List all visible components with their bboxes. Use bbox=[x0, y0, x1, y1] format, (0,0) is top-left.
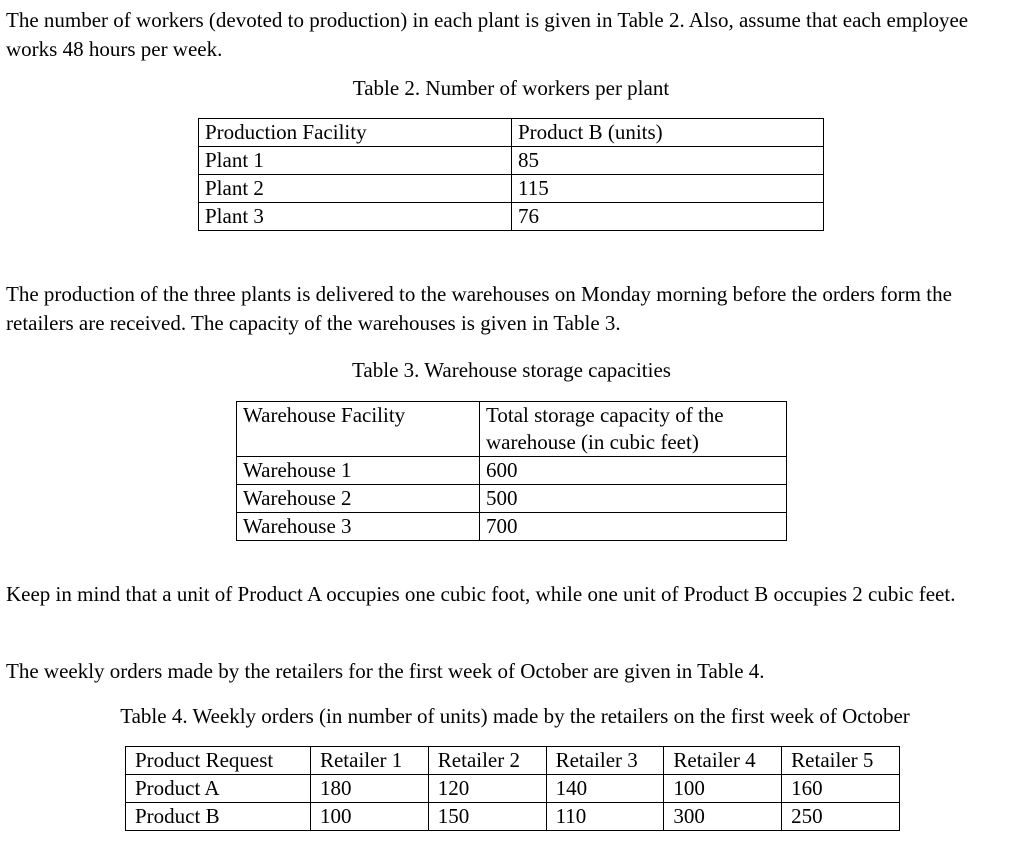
table-cell: 180 bbox=[310, 775, 428, 803]
table-cell: Warehouse 3 bbox=[237, 513, 480, 541]
header-cell: Retailer 1 bbox=[310, 747, 428, 775]
paragraph-product-volume: Keep in mind that a unit of Product A occupies one cubic foot, while one unit of Product B occupies 2 cubic feet. bbox=[6, 582, 956, 606]
table-cell: Warehouse 2 bbox=[237, 485, 480, 513]
table4-caption: Table 4. Weekly orders (in number of units) made by the retailers on the first week of October bbox=[120, 704, 910, 728]
table-cell: 100 bbox=[664, 775, 782, 803]
paragraph-weekly-orders: The weekly orders made by the retailers for the first week of October are given in Table 4. bbox=[6, 659, 765, 683]
header-cell: Warehouse Facility bbox=[237, 402, 480, 457]
table-cell: Warehouse 1 bbox=[237, 457, 480, 485]
table-row bbox=[199, 175, 824, 203]
table-cell: 140 bbox=[546, 775, 664, 803]
paragraph-warehouse-delivery: The production of the three plants is delivered to the warehouses on Monday morning before the orders form the retailers are received. The capacity of the warehouses is given in Table 3. bbox=[6, 282, 952, 335]
table-cell: Plant 1 bbox=[199, 147, 512, 175]
table-workers-per-plant bbox=[198, 118, 824, 231]
table-cell: Product A bbox=[126, 775, 311, 803]
table-cell: 250 bbox=[782, 803, 900, 831]
table-cell: Plant 3 bbox=[199, 203, 512, 231]
table-row bbox=[126, 775, 900, 803]
header-cell: Total storage capacity of the warehouse (in cubic feet) bbox=[480, 402, 787, 457]
table-header-row bbox=[237, 402, 787, 457]
table-cell: 110 bbox=[546, 803, 664, 831]
table-cell: 600 bbox=[480, 457, 787, 485]
header-cell: Retailer 4 bbox=[664, 747, 782, 775]
table-row bbox=[126, 803, 900, 831]
table-cell: 76 bbox=[512, 203, 824, 231]
table-weekly-orders bbox=[125, 746, 900, 831]
header-cell: Product B (units) bbox=[512, 119, 824, 147]
header-cell: Product Request bbox=[126, 747, 311, 775]
table-cell: 160 bbox=[782, 775, 900, 803]
table-row bbox=[237, 485, 787, 513]
table-cell: 100 bbox=[310, 803, 428, 831]
header-cell: Retailer 3 bbox=[546, 747, 664, 775]
table-cell: 300 bbox=[664, 803, 782, 831]
table-cell: 150 bbox=[428, 803, 546, 831]
header-cell: Retailer 5 bbox=[782, 747, 900, 775]
paragraph-workers: The number of workers (devoted to production) in each plant is given in Table 2. Also, assume that each employee works 48 hours per week. bbox=[6, 8, 969, 61]
table-warehouse-capacities bbox=[236, 401, 787, 541]
table-row bbox=[237, 457, 787, 485]
table-cell: 500 bbox=[480, 485, 787, 513]
table-row bbox=[199, 147, 824, 175]
table-header-row bbox=[199, 119, 824, 147]
table-header-row bbox=[126, 747, 900, 775]
table-cell: 115 bbox=[512, 175, 824, 203]
table-row bbox=[237, 513, 787, 541]
header-cell: Retailer 2 bbox=[428, 747, 546, 775]
table-cell: 85 bbox=[512, 147, 824, 175]
header-cell: Production Facility bbox=[199, 119, 512, 147]
table3-caption: Table 3. Warehouse storage capacities bbox=[352, 358, 671, 382]
table-cell: 120 bbox=[428, 775, 546, 803]
table-cell: Product B bbox=[126, 803, 311, 831]
table2-caption: Table 2. Number of workers per plant bbox=[352, 76, 670, 100]
table-cell: 700 bbox=[480, 513, 787, 541]
table-row bbox=[199, 203, 824, 231]
table-cell: Plant 2 bbox=[199, 175, 512, 203]
